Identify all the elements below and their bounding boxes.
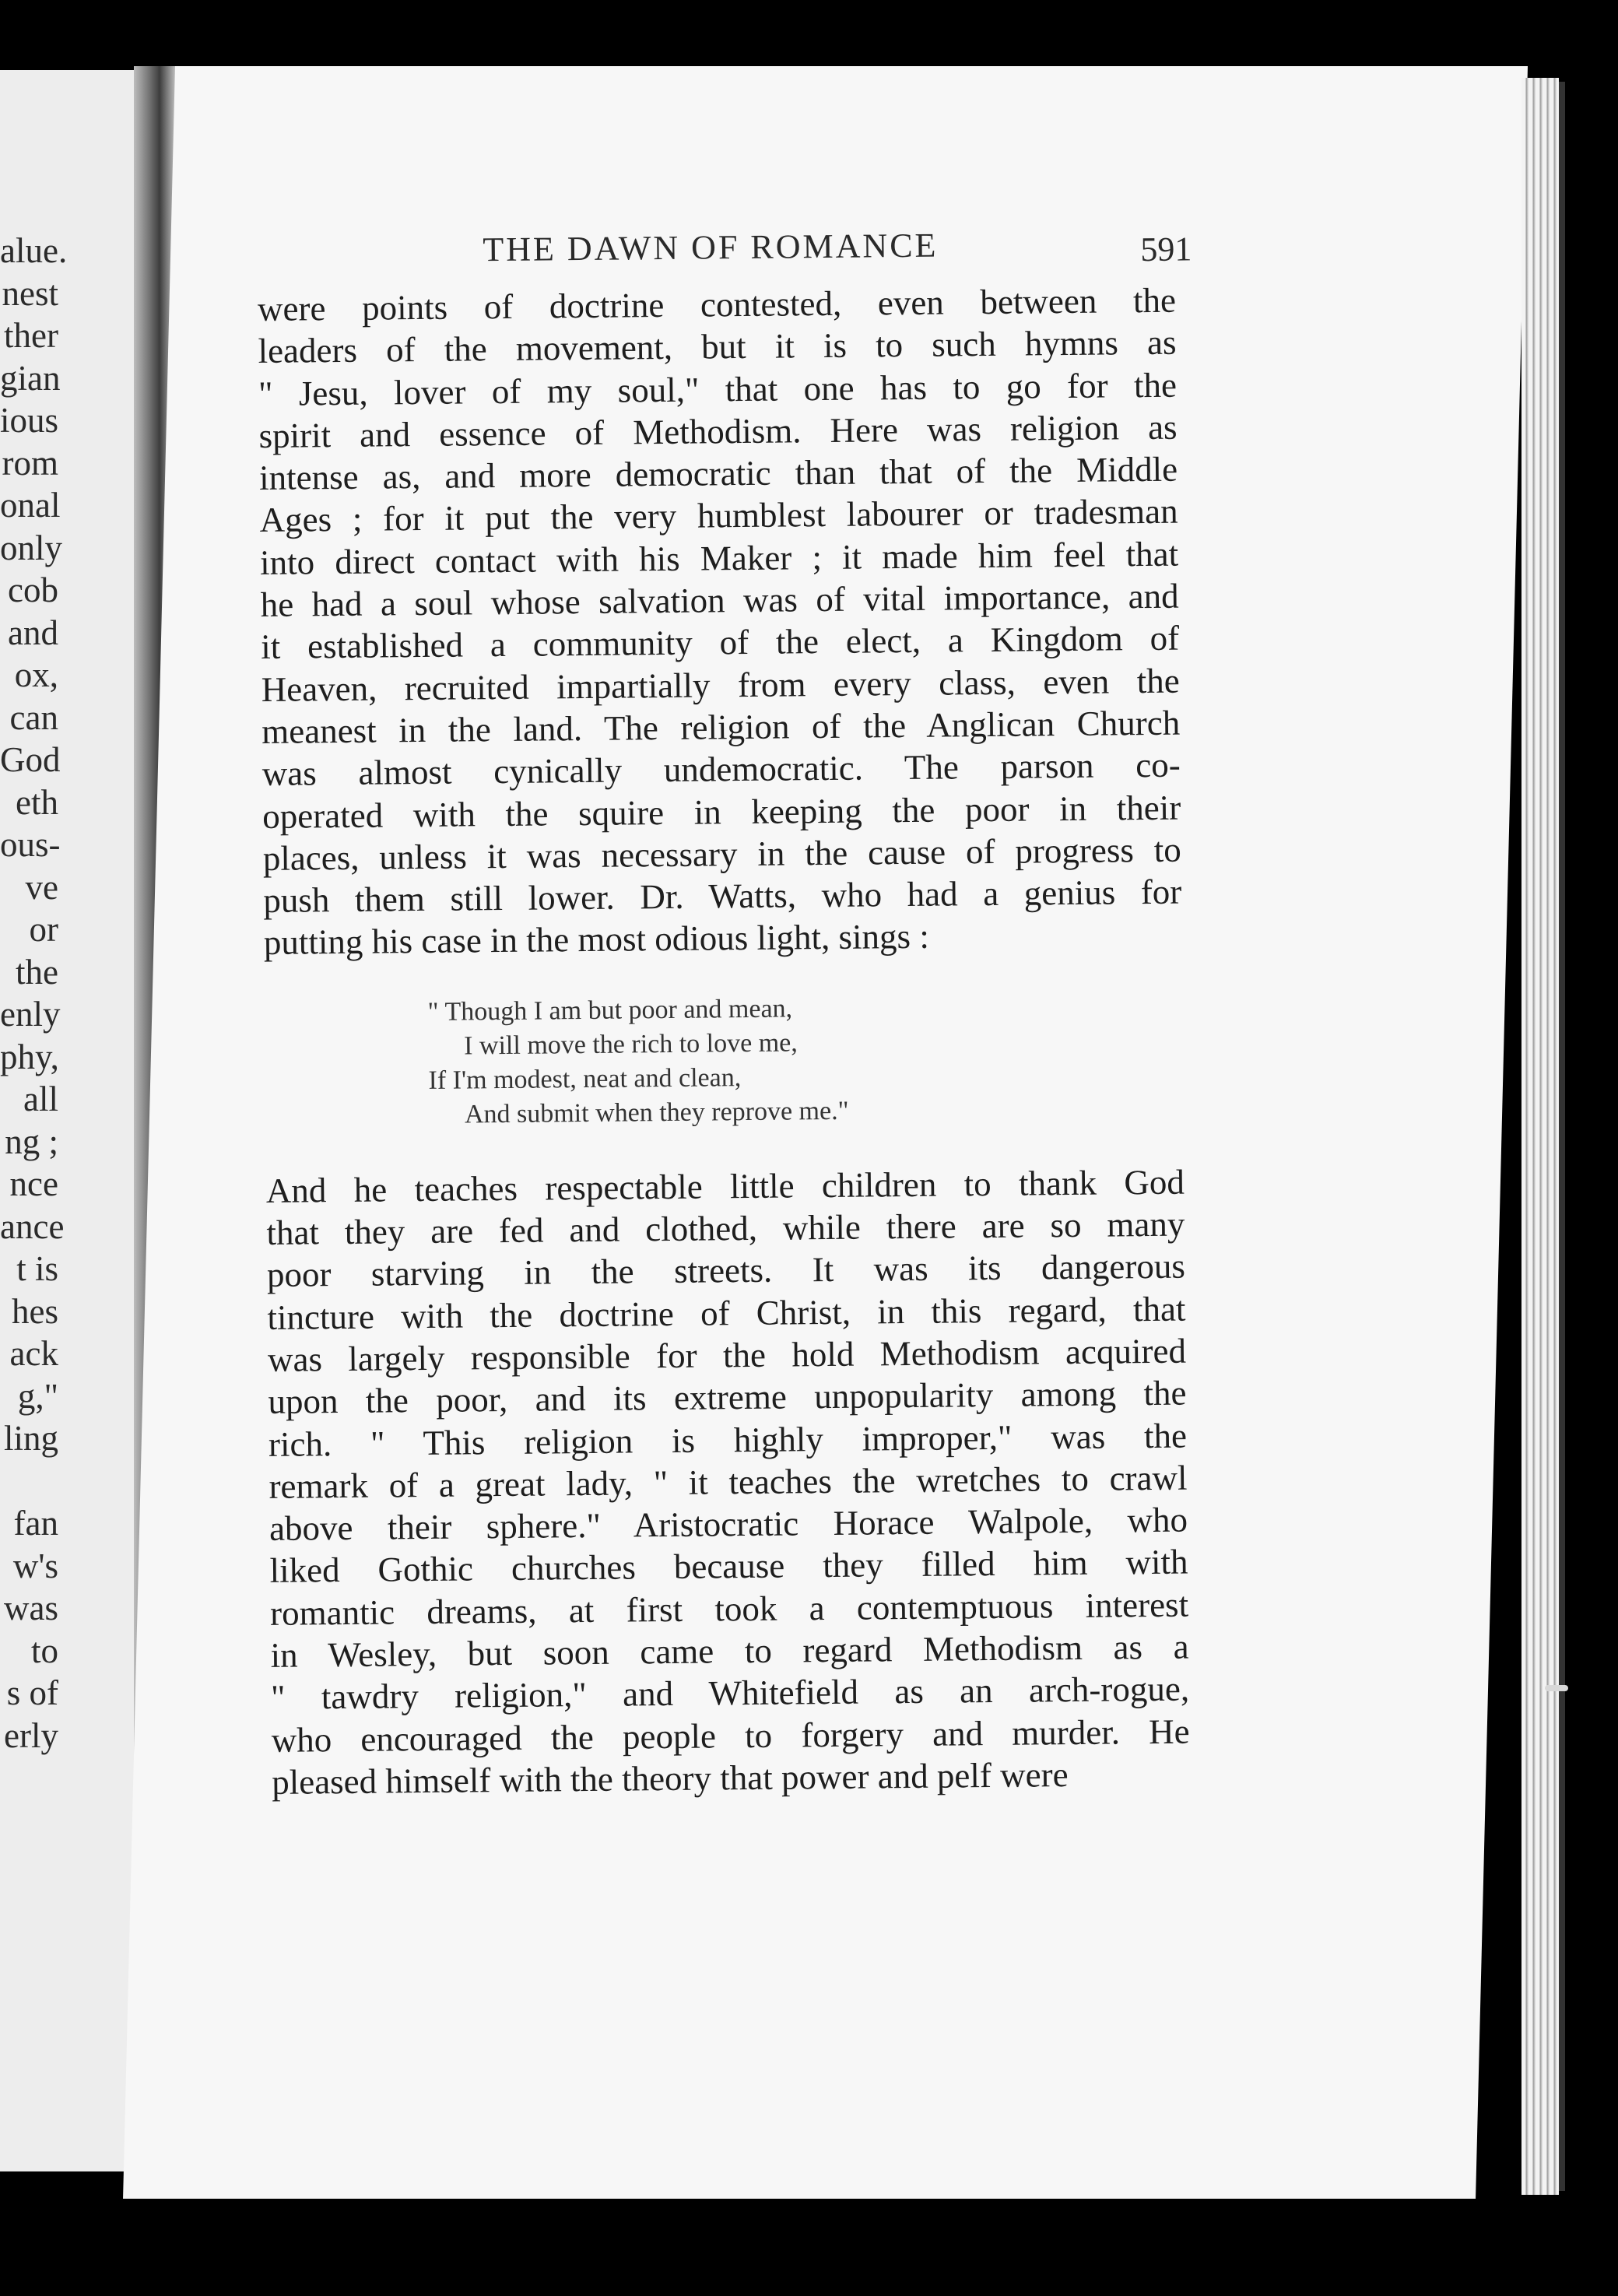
left-page-text-fragment: nce — [9, 1164, 58, 1203]
text-line: " Jesu, lover of my soul," that one has to go for the — [258, 365, 1178, 413]
left-page-text-fragment: the — [16, 952, 58, 992]
left-page-text-fragment: ious — [0, 401, 59, 440]
running-head — [257, 216, 1269, 288]
left-page-text-fragment: enly — [0, 995, 61, 1034]
text-line: pleased himself with the theory that power and pelf were — [271, 1754, 1069, 1802]
text-line: he had a soul whose salvation was of vital importance, and — [260, 576, 1179, 625]
paragraph-2 — [266, 1160, 1191, 1803]
text-line: in Wesley, but soon came to regard Methodism as a — [270, 1627, 1189, 1675]
left-page-text-fragment: g," — [17, 1376, 58, 1416]
left-page-text-fragment: ous- — [0, 825, 61, 864]
left-page-text-fragment: ance — [0, 1206, 65, 1246]
text-line: who encouraged the people to forgery and murder. He — [271, 1711, 1190, 1760]
text-line: upon the poor, and its extreme unpopularity among the — [268, 1373, 1187, 1422]
text-line: " tawdry religion," and Whitefield as an arch-rogue, — [270, 1669, 1190, 1718]
text-line: was largely responsible for the hold Methodism acquired — [267, 1331, 1187, 1379]
text-line: meanest in the land. The religion of the Anglican Church — [261, 703, 1181, 751]
verse-line: " Though I am but poor and mean, — [427, 994, 793, 1027]
left-page-text-fragment: nest — [2, 273, 58, 313]
left-page-text-fragment: hes — [12, 1291, 58, 1331]
left-page-text-fragment: fan — [13, 1504, 58, 1543]
left-page-text-fragment: cob — [8, 570, 58, 609]
scan-artifact — [1545, 1685, 1568, 1691]
left-page-text-fragment: only — [0, 528, 63, 567]
running-title: THE DAWN OF ROMANCE — [483, 226, 939, 269]
left-page-text-fragment: to — [30, 1631, 58, 1670]
verse-quotation — [428, 987, 1278, 1132]
left-page-text-fragment: onal — [0, 486, 61, 525]
text-line: And he teaches respectable little children to thank God — [265, 1162, 1185, 1210]
text-line: into direct contact with his Maker ; it made him feel that — [259, 534, 1179, 582]
page-edge-shadow — [1559, 82, 1565, 2191]
left-page-text-fragment: t is — [16, 1249, 58, 1288]
left-page-text-fragment: all — [23, 1080, 58, 1118]
left-page-text-fragment: ling — [3, 1419, 58, 1458]
text-line: Heaven, recruited impartially from every class, even the — [261, 661, 1180, 709]
text-line: liked Gothic churches because they filled him with — [269, 1543, 1188, 1591]
text-line: places, unless it was necessary in the cause of progress to — [262, 830, 1181, 878]
left-page-text-fragment: ther — [4, 316, 58, 355]
left-page-text-fragment: gian — [0, 358, 61, 398]
text-line: putting his case in the most odious light, sings : — [263, 917, 930, 963]
left-page-text-fragment: and — [8, 613, 58, 652]
text-line: that they are fed and clothed, while there are so many — [266, 1204, 1185, 1252]
left-page-text-fragment: can — [9, 697, 58, 737]
text-line: leaders of the movement, but it is to such hymns as — [258, 322, 1177, 371]
left-page-text-fragment: ng ; — [5, 1122, 58, 1161]
text-line: Ages ; for it put the very humblest labourer or tradesman — [259, 492, 1178, 540]
paragraph-1 — [258, 279, 1182, 964]
left-page-text-fragment: ack — [9, 1334, 58, 1373]
left-page-text-fragment: was — [4, 1589, 58, 1627]
text-line: rich. " This religion is highly improper," was the — [268, 1416, 1188, 1464]
text-line: spirit and essence of Methodism. Here was religion as — [258, 407, 1178, 455]
text-line: push them still lower. Dr. Watts, who had a genius for — [263, 872, 1182, 921]
verse-line: If I'm modest, neat and clean, — [428, 1062, 742, 1095]
left-page-text-fragment: eth — [16, 782, 58, 822]
left-page-text-fragment: erly — [4, 1715, 58, 1755]
left-page-text-fragment: God — [0, 740, 61, 779]
text-line: remark of a great lady, " it teaches the wretches to crawl — [268, 1458, 1188, 1506]
text-line: operated with the squire in keeping the poor in their — [262, 788, 1181, 836]
text-line: above their sphere." Aristocratic Horace Walpole, who — [268, 1500, 1188, 1549]
text-line: was almost cynically undemocratic. The parson co- — [261, 745, 1181, 794]
text-line: intense as, and more democratic than that of the Middle — [258, 449, 1178, 498]
left-page-text-fragment: ve — [25, 867, 58, 907]
left-page-text-fragment: s of — [6, 1673, 58, 1712]
text-line: were points of doctrine contested, even between the — [257, 280, 1177, 328]
text-line: tincture with the doctrine of Christ, in this regard, that — [267, 1289, 1186, 1337]
left-page-text-fragment: rom — [2, 443, 58, 483]
text-line: it established a community of the elect, a Kingdom of — [260, 619, 1180, 667]
left-page-text-fragment: w's — [12, 1546, 58, 1585]
text-line: romantic dreams, at first took a contemptuous interest — [269, 1585, 1189, 1633]
left-page-text-fragment: phy, — [0, 1037, 59, 1076]
left-page-text-fragment: alue. — [0, 231, 68, 270]
verse-line: I will move the rich to love me, — [463, 1028, 798, 1061]
left-page-text-fragment: or — [29, 910, 58, 949]
page-number: 591 — [1140, 230, 1192, 269]
page-content — [257, 216, 1283, 1804]
page-edges — [1521, 78, 1559, 2195]
text-line: poor starving in the streets. It was its dangerous — [266, 1246, 1186, 1295]
verse-line: And submit when they reprove me." — [464, 1096, 849, 1129]
left-page-text-fragment: ox, — [14, 655, 58, 694]
